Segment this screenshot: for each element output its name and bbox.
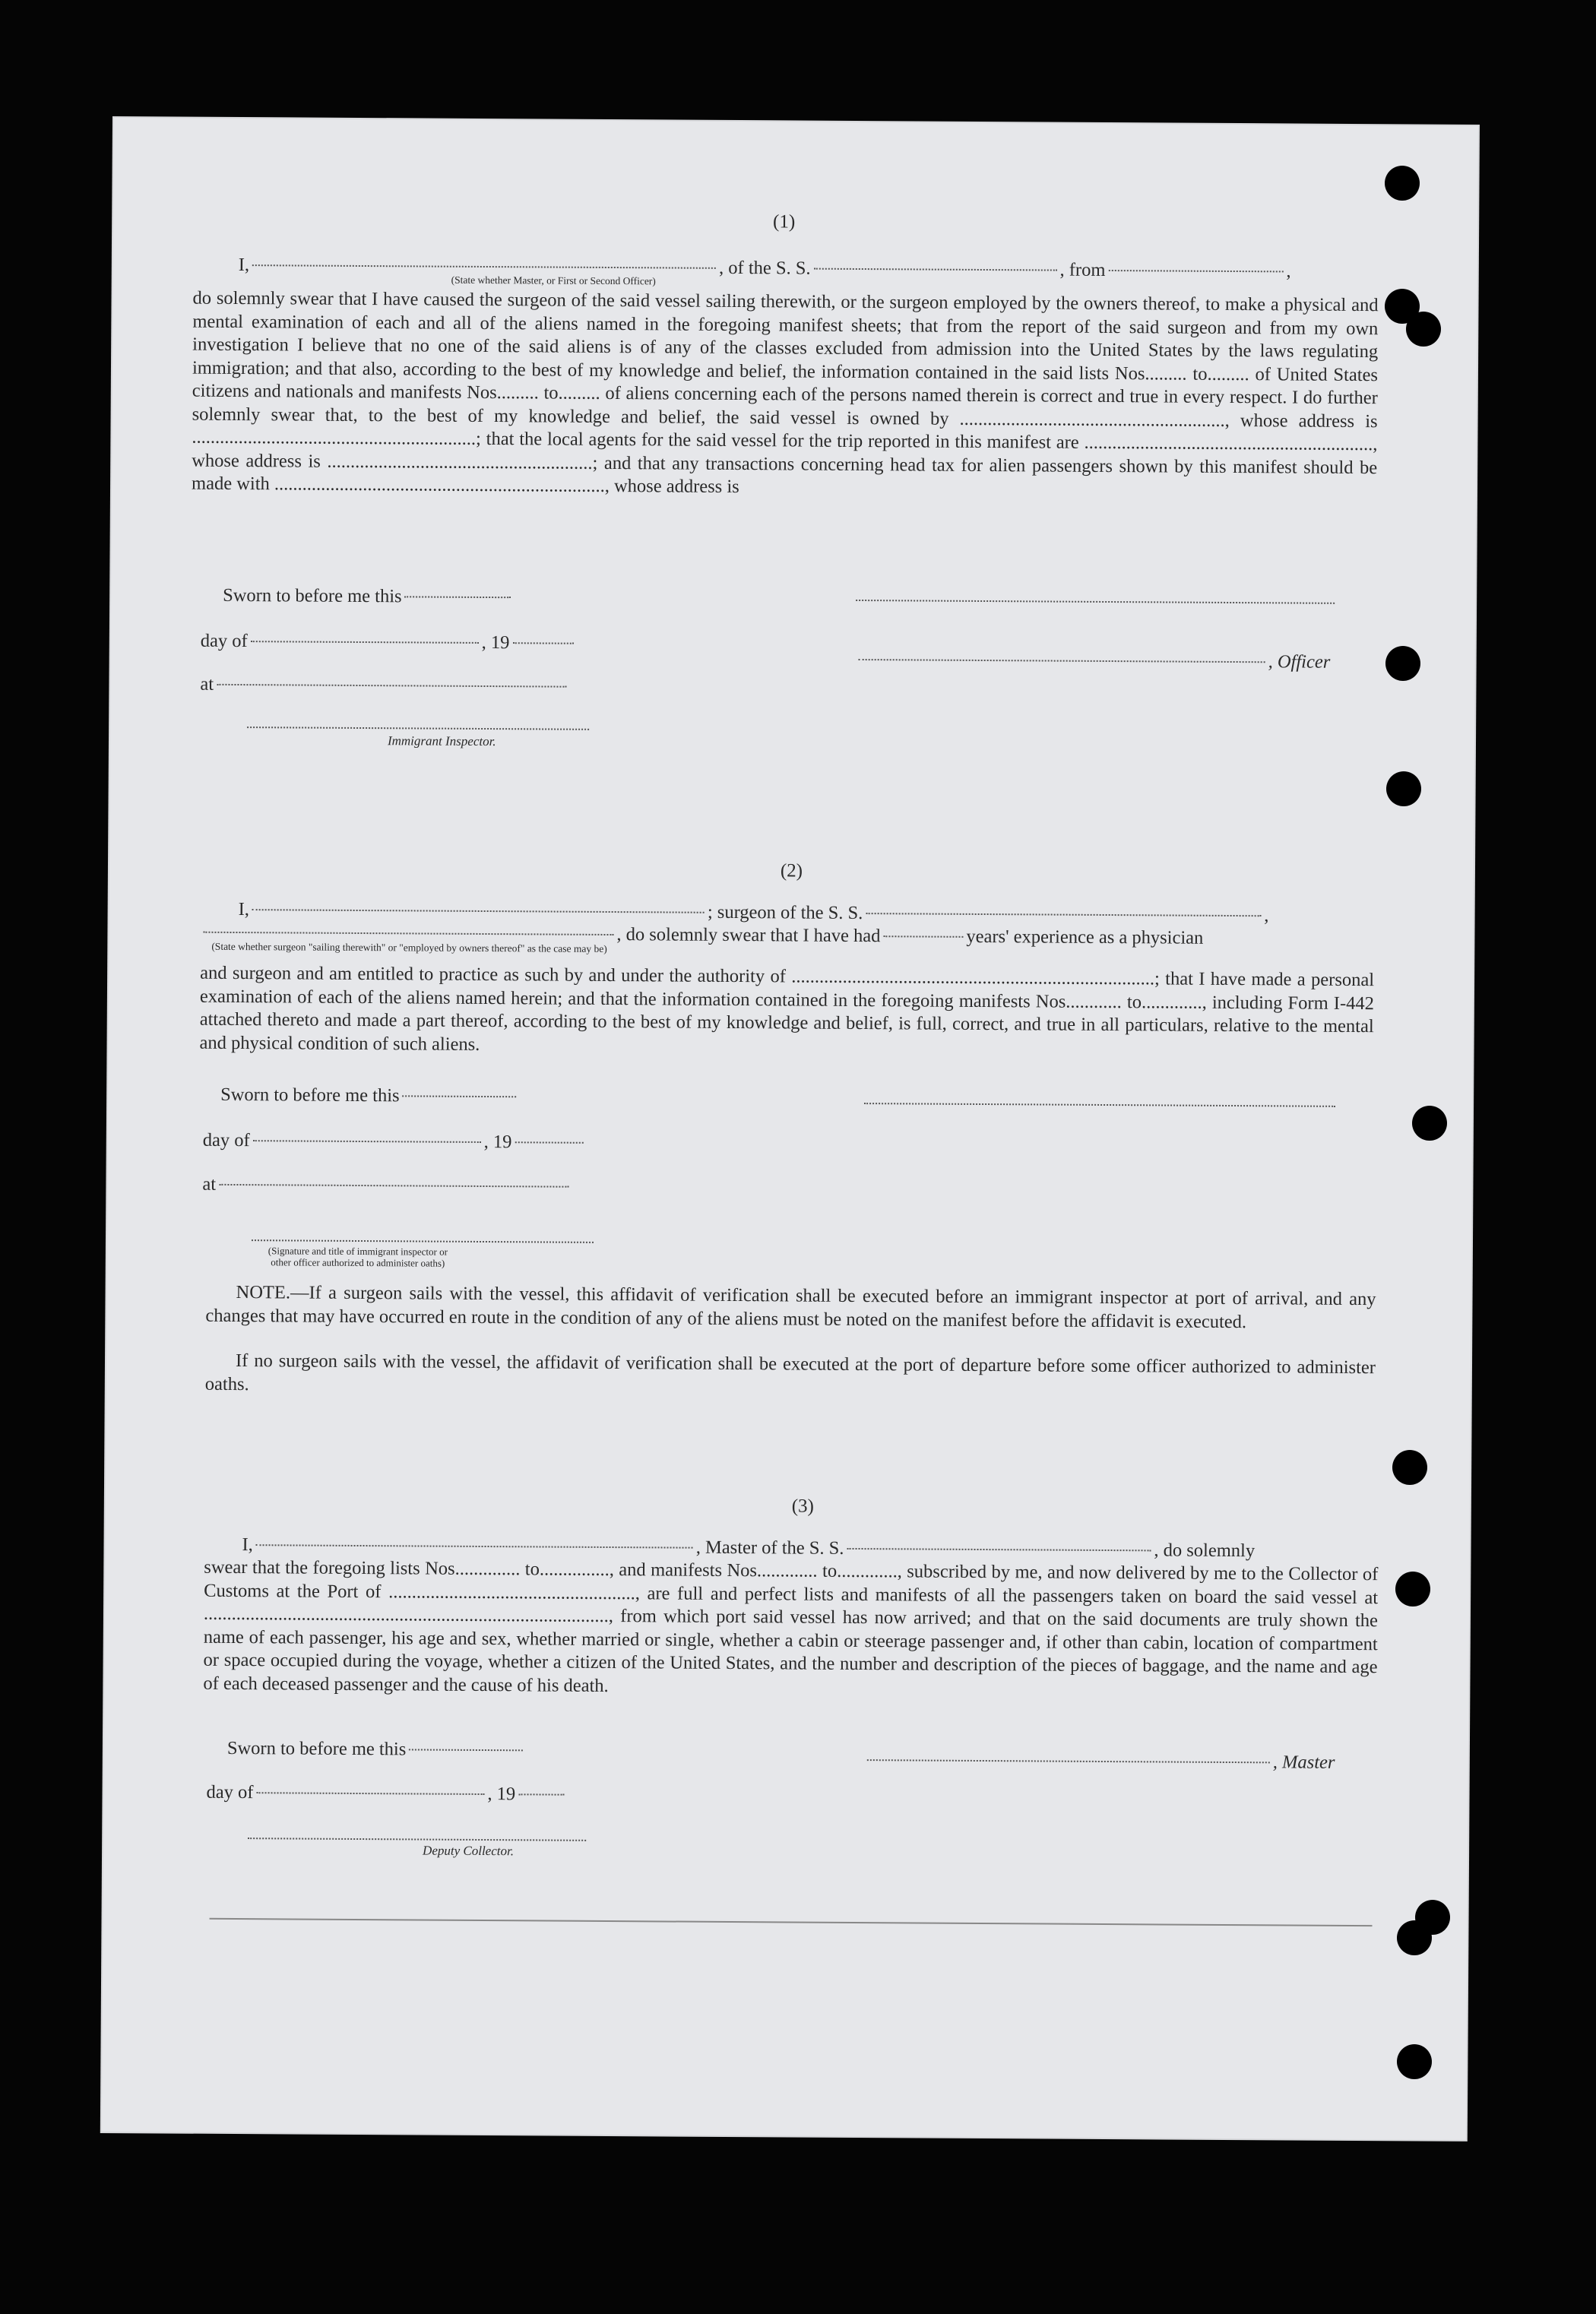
- inspector-title: Immigrant Inspector.: [387, 733, 496, 749]
- punch-hole-11: [1397, 2044, 1432, 2079]
- deputy-title: Deputy Collector.: [423, 1843, 515, 1859]
- punch-hole-5: [1386, 771, 1421, 806]
- surgeon-line-2: , do solemnly swear that I have had years' experience as a physician: [200, 921, 1203, 950]
- at-line-2: at: [202, 1173, 572, 1198]
- officer-line: I, , of the S. S. , from ,: [238, 255, 1291, 282]
- section-number: (2): [780, 860, 803, 882]
- day-line-3: day of , 19: [206, 1781, 567, 1806]
- punch-hole-6: [1412, 1106, 1447, 1141]
- punch-hole-7: [1392, 1450, 1427, 1485]
- note-paragraph-1: NOTE.—If a surgeon sails with the vessel, this affidavit of verification shall be executed before an immigrant inspector at port of arrival, and any changes that may have occurred en route in the condition of any of the aliens must be noted on the manifest before the affidavit is executed.: [205, 1282, 1376, 1332]
- signature-note: (Signature and title of immigrant inspector or other officer authorized to administer oaths): [268, 1245, 448, 1269]
- officer-signature: , Officer: [856, 648, 1331, 674]
- manifest-form-page: [102, 118, 1478, 2140]
- section-number: (3): [791, 1496, 815, 1517]
- surgeon-line-1: I, ; surgeon of the S. S. ,: [238, 899, 1269, 926]
- punch-hole-8: [1395, 1572, 1430, 1607]
- signature-line-officer-top: [856, 600, 1335, 604]
- authorized-signature-line: [252, 1239, 594, 1243]
- day-line-2: day of , 19: [203, 1129, 587, 1154]
- officer-hint: (State whether Master, or First or Second Officer): [451, 274, 656, 287]
- section-number: (1): [773, 211, 796, 233]
- section1-paragraph: do solemnly swear that I have caused the surgeon of the said vessel sailing therewith, or the surgeon employed by the owners thereof, to make a physical and mental examination of each and all of the aliens named in the foregoing manifest sheets; that from the report of the said surgeon and from my own investigation I believe that no one of the said aliens is of any of the classes excluded from admission into the United States by the laws regulating immigration; and that also, according to the best of my knowledge and belief, the information contained in the said lists Nos......... to......... of United States citizens and nationals and manifests Nos......... to......... of aliens concerning each of the persons named therein is correct and true in every respect. I do further solemnly swear that, to the best of my knowledge and belief, the said vessel is owned by ........................................................., whose address is .............................................................; that the local agents for the said vessel for the trip reported in this manifest are .............................................................., whose address is .........................................................; and that any transactions concerning head tax for alien passengers shown by this manifest should be made with ......................................................................., whose address is: [191, 287, 1379, 498]
- master-line-1: I, , Master of the S. S. , do solemnly: [242, 1534, 1256, 1562]
- surgeon-hint: (State whether surgeon "sailing therewith" or "employed by owners thereof" as the case may be): [211, 940, 607, 954]
- punch-hole-10: [1397, 1920, 1432, 1955]
- inspector-signature-line: [247, 726, 589, 730]
- affidavit-master-section: [114, 118, 1478, 749]
- section2-paragraph: and surgeon and am entitled to practice as such by and under the authority of ..............................................................................; that I have made a personal examination of each of the aliens named herein; and that the information contained in the foregoing manifests Nos............ to............., including Form I-442 attached thereto and made a part thereof, according to the best of my knowledge and belief, is full, correct, and true in all particulars, relative to the mental and physical condition of such aliens.: [199, 962, 1375, 1055]
- punch-hole-3: [1406, 312, 1441, 347]
- bottom-rule: [210, 1918, 1373, 1926]
- surgeon-signature-line: [864, 1103, 1335, 1107]
- section3-paragraph: swear that the foregoing lists Nos.............. to..............., and manifests Nos............. to............., subscribed by me, and now delivered by me to the Collector of Customs at the Port of ....................................................., are full and perfect lists and manifests of all the passengers taken on board the said vessel at ......................................................................................., from which port said vessel has now arrived; and that on the said documents are truly shown the name of each passenger, his age and sex, whether married or single, whether a cabin or steerage passenger and, if other than cabin, location of compartment or space occupied during the voyage, whether a citizen of the United States, and the number and description of the pieces of baggage, and the name and age of each deceased passenger and the cause of his death.: [203, 1556, 1379, 1696]
- note-paragraph-2: If no surgeon sails with the vessel, the affidavit of verification shall be executed at the port of departure before some officer authorized to administer oaths.: [204, 1350, 1376, 1394]
- deputy-signature-line: [248, 1838, 586, 1841]
- punch-hole-1: [1385, 166, 1420, 201]
- day-line-1: day of , 19: [201, 630, 577, 655]
- punch-hole-4: [1385, 646, 1420, 681]
- master-signature: , Master: [864, 1749, 1335, 1774]
- at-line-1: at: [200, 673, 569, 698]
- sworn-line-3: Sworn to before me this: [227, 1737, 527, 1762]
- sworn-line-2: Sworn to before me this: [220, 1084, 520, 1108]
- sworn-line-1: Sworn to before me this: [223, 584, 515, 609]
